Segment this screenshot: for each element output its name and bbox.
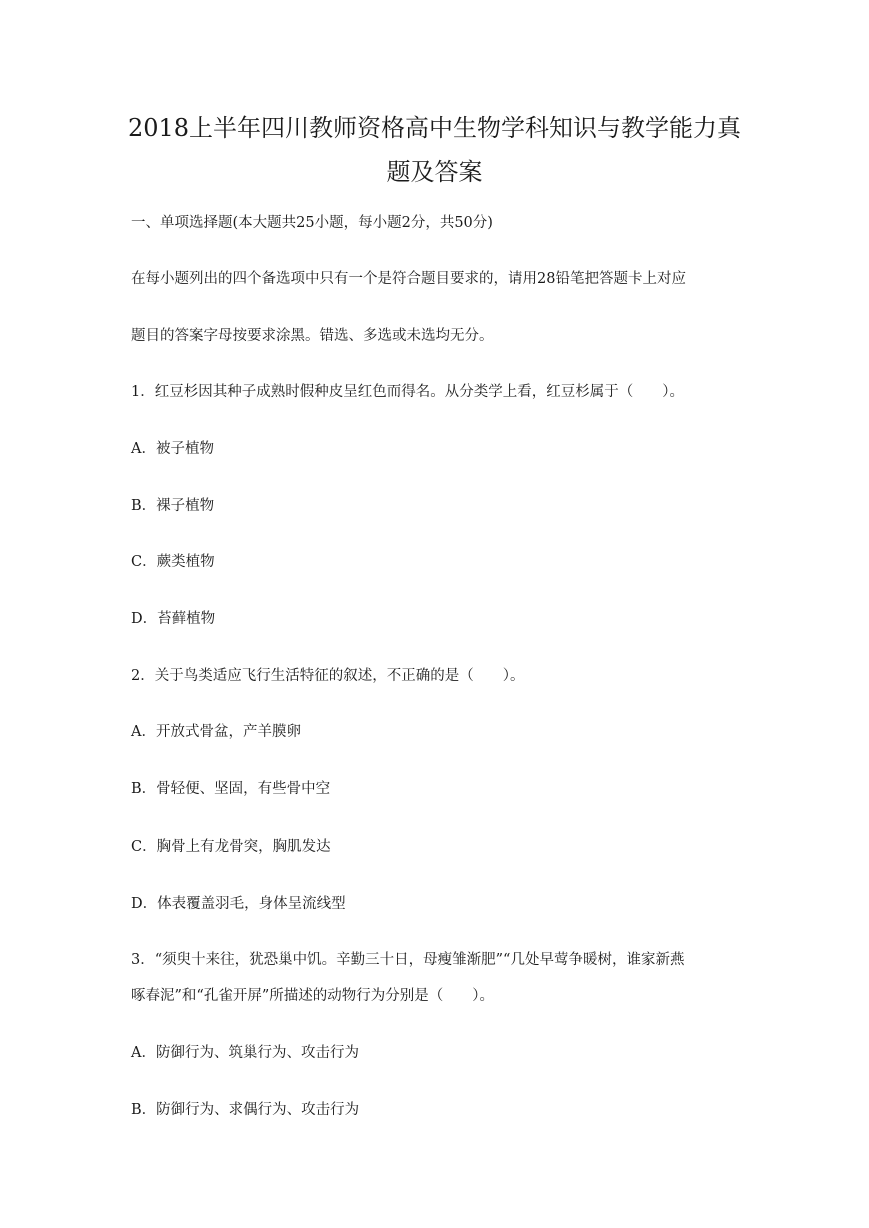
instructions-line-1: 在每小题列出的四个备选项中只有一个是符合题目要求的，请用28铅笔把答题卡上对应 [131, 271, 686, 287]
question-3-option-b: B．防御行为、求偶行为、攻击行为 [131, 1102, 360, 1118]
question-3-stem-line-2: 啄春泥”和“孔雀开屏”所描述的动物行为分别是（ ）。 [131, 988, 494, 1004]
section-heading: 一、单项选择题(本大题共25小题，每小题2分，共50分) [131, 215, 493, 231]
question-1-option-c: C．蕨类植物 [131, 554, 215, 570]
question-2-stem: 2．关于鸟类适应飞行生活特征的叙述，不正确的是（ ）。 [131, 668, 525, 684]
question-3-option-a: A．防御行为、筑巢行为、攻击行为 [131, 1045, 359, 1061]
question-1-stem: 1．红豆杉因其种子成熟时假种皮呈红色而得名。从分类学上看，红豆杉属于（ ）。 [131, 384, 684, 400]
question-1-option-a: A．被子植物 [131, 441, 214, 457]
question-3-stem-line-1: 3．“须臾十来往，犹恐巢中饥。辛勤三十日，母瘦雏渐肥”“几处早莺争暖树，谁家新燕 [131, 952, 685, 968]
document-title-line-1: 2018上半年四川教师资格高中生物学科知识与教学能力真 [127, 114, 742, 142]
question-2-option-c: C．胸骨上有龙骨突，胸肌发达 [131, 839, 331, 855]
question-2-option-d: D．体表覆盖羽毛，身体呈流线型 [131, 896, 346, 912]
question-2-option-b: B．骨轻便、坚固，有些骨中空 [131, 781, 331, 797]
instructions-line-2: 题目的答案字母按要求涂黑。错选、多选或未选均无分。 [131, 328, 494, 344]
question-2-option-a: A．开放式骨盆，产羊膜卵 [131, 724, 301, 740]
question-1-option-b: B．裸子植物 [131, 498, 215, 514]
document-title-line-2: 题及答案 [386, 158, 483, 186]
question-1-option-d: D．苔藓植物 [131, 611, 216, 627]
